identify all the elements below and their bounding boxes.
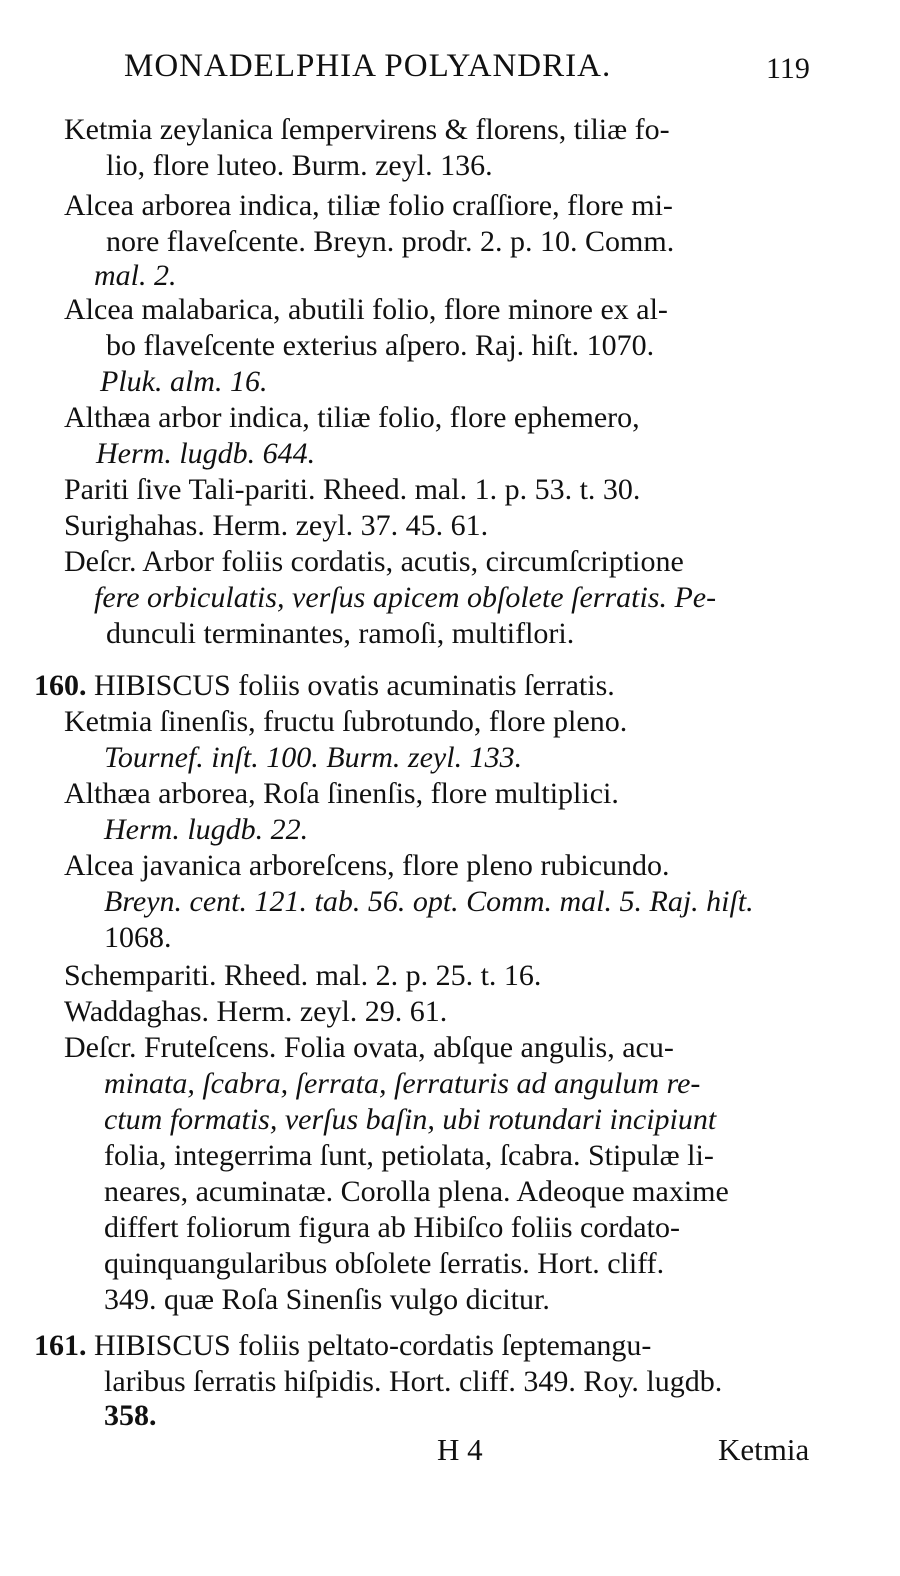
synonym-line: 1068. — [104, 921, 172, 954]
synonym-line: Althæa arborea, Roſa ſinenſis, flore multiplici. — [64, 777, 619, 810]
synonym-line: Pariti ſive Tali-pariti. Rheed. mal. 1. p. 53. t. 30. — [64, 473, 641, 506]
synonym-line: Waddaghas. Herm. zeyl. 29. 61. — [64, 995, 448, 1028]
description-line: ctum formatis, verſus baſin, ubi rotundari incipiunt — [104, 1103, 717, 1136]
running-head: MONADELPHIA POLYANDRIA. — [124, 48, 612, 84]
species-number: 160. — [34, 669, 87, 702]
synonym-line: Alcea javanica arboreſcens, flore pleno rubicundo. — [64, 849, 670, 882]
species-number: 161. — [34, 1329, 87, 1362]
synonym-line: nore flaveſcente. Breyn. prodr. 2. p. 10. Comm. — [106, 225, 675, 258]
synonym-line: Surighahas. Herm. zeyl. 37. 45. 61. — [64, 509, 489, 542]
synonym-line: Alcea malabarica, abutili folio, flore minore ex al- — [64, 293, 668, 326]
description-line: Deſcr. Arbor foliis cordatis, acutis, circumſcriptione — [64, 545, 684, 578]
synonym-line: Schempariti. Rheed. mal. 2. p. 25. t. 16. — [64, 959, 542, 992]
description-line: dunculi terminantes, ramoſi, multiflori. — [106, 617, 575, 650]
species-diagnosis-line: laribus ſerratis hiſpidis. Hort. cliff. 349. Roy. lugdb. — [104, 1365, 723, 1398]
species-diagnosis: HIBISCUS foliis peltato-cordatis ſeptemangu- — [94, 1329, 652, 1362]
catchword: Ketmia — [718, 1432, 810, 1467]
synonym-line: Alcea arborea indica, tiliæ folio craſſiore, flore mi- — [64, 189, 673, 222]
description-line: neares, acuminatæ. Corolla plena. Adeoque maxime — [104, 1175, 729, 1208]
synonym-line: Ketmia zeylanica ſempervirens & florens, tiliæ fo- — [64, 113, 670, 146]
synonym-line: Herm. lugdb. 644. — [96, 437, 316, 470]
description-line: differt foliorum figura ab Hibiſco foliis cordato- — [104, 1211, 680, 1244]
species-heading — [34, 668, 615, 704]
synonym-line: Althæa arbor indica, tiliæ folio, flore ephemero, — [64, 401, 640, 434]
description-line: Deſcr. Fruteſcens. Folia ovata, abſque angulis, acu- — [64, 1031, 674, 1064]
species-heading — [34, 1328, 651, 1364]
synonym-line: Herm. lugdb. 22. — [104, 813, 309, 846]
description-line: folia, integerrima ſunt, petiolata, ſcabra. Stipulæ li- — [104, 1139, 714, 1172]
signature-mark: H 4 — [437, 1432, 483, 1467]
synonym-line: Tournef. inſt. 100. Burm. zeyl. 133. — [104, 741, 523, 774]
page-number: 119 — [766, 52, 810, 85]
synonym-line: bo flaveſcente exterius aſpero. Raj. hiſt. 1070. — [106, 329, 655, 362]
description-line: minata, ſcabra, ſerrata, ſerraturis ad angulum re- — [104, 1067, 701, 1100]
description-line: fere orbiculatis, verſus apicem obſolete ſerratis. Pe- — [94, 581, 717, 614]
description-line: quinquangularibus obſolete ſerratis. Hort. cliff. — [104, 1247, 665, 1280]
synonym-line: lio, flore luteo. Burm. zeyl. 136. — [106, 149, 493, 182]
species-diagnosis: HIBISCUS foliis ovatis acuminatis ſerratis. — [94, 669, 615, 702]
synonym-line: mal. 2. — [94, 259, 177, 292]
description-line: 349. quæ Roſa Sinenſis vulgo dicitur. — [104, 1283, 550, 1316]
species-diagnosis-line: 358. — [104, 1399, 157, 1432]
synonym-line: Ketmia ſinenſis, fructu ſubrotundo, flore pleno. — [64, 705, 628, 738]
synonym-line: Breyn. cent. 121. tab. 56. opt. Comm. mal. 5. Raj. hiſt. — [104, 885, 754, 918]
synonym-line: Pluk. alm. 16. — [100, 365, 268, 398]
